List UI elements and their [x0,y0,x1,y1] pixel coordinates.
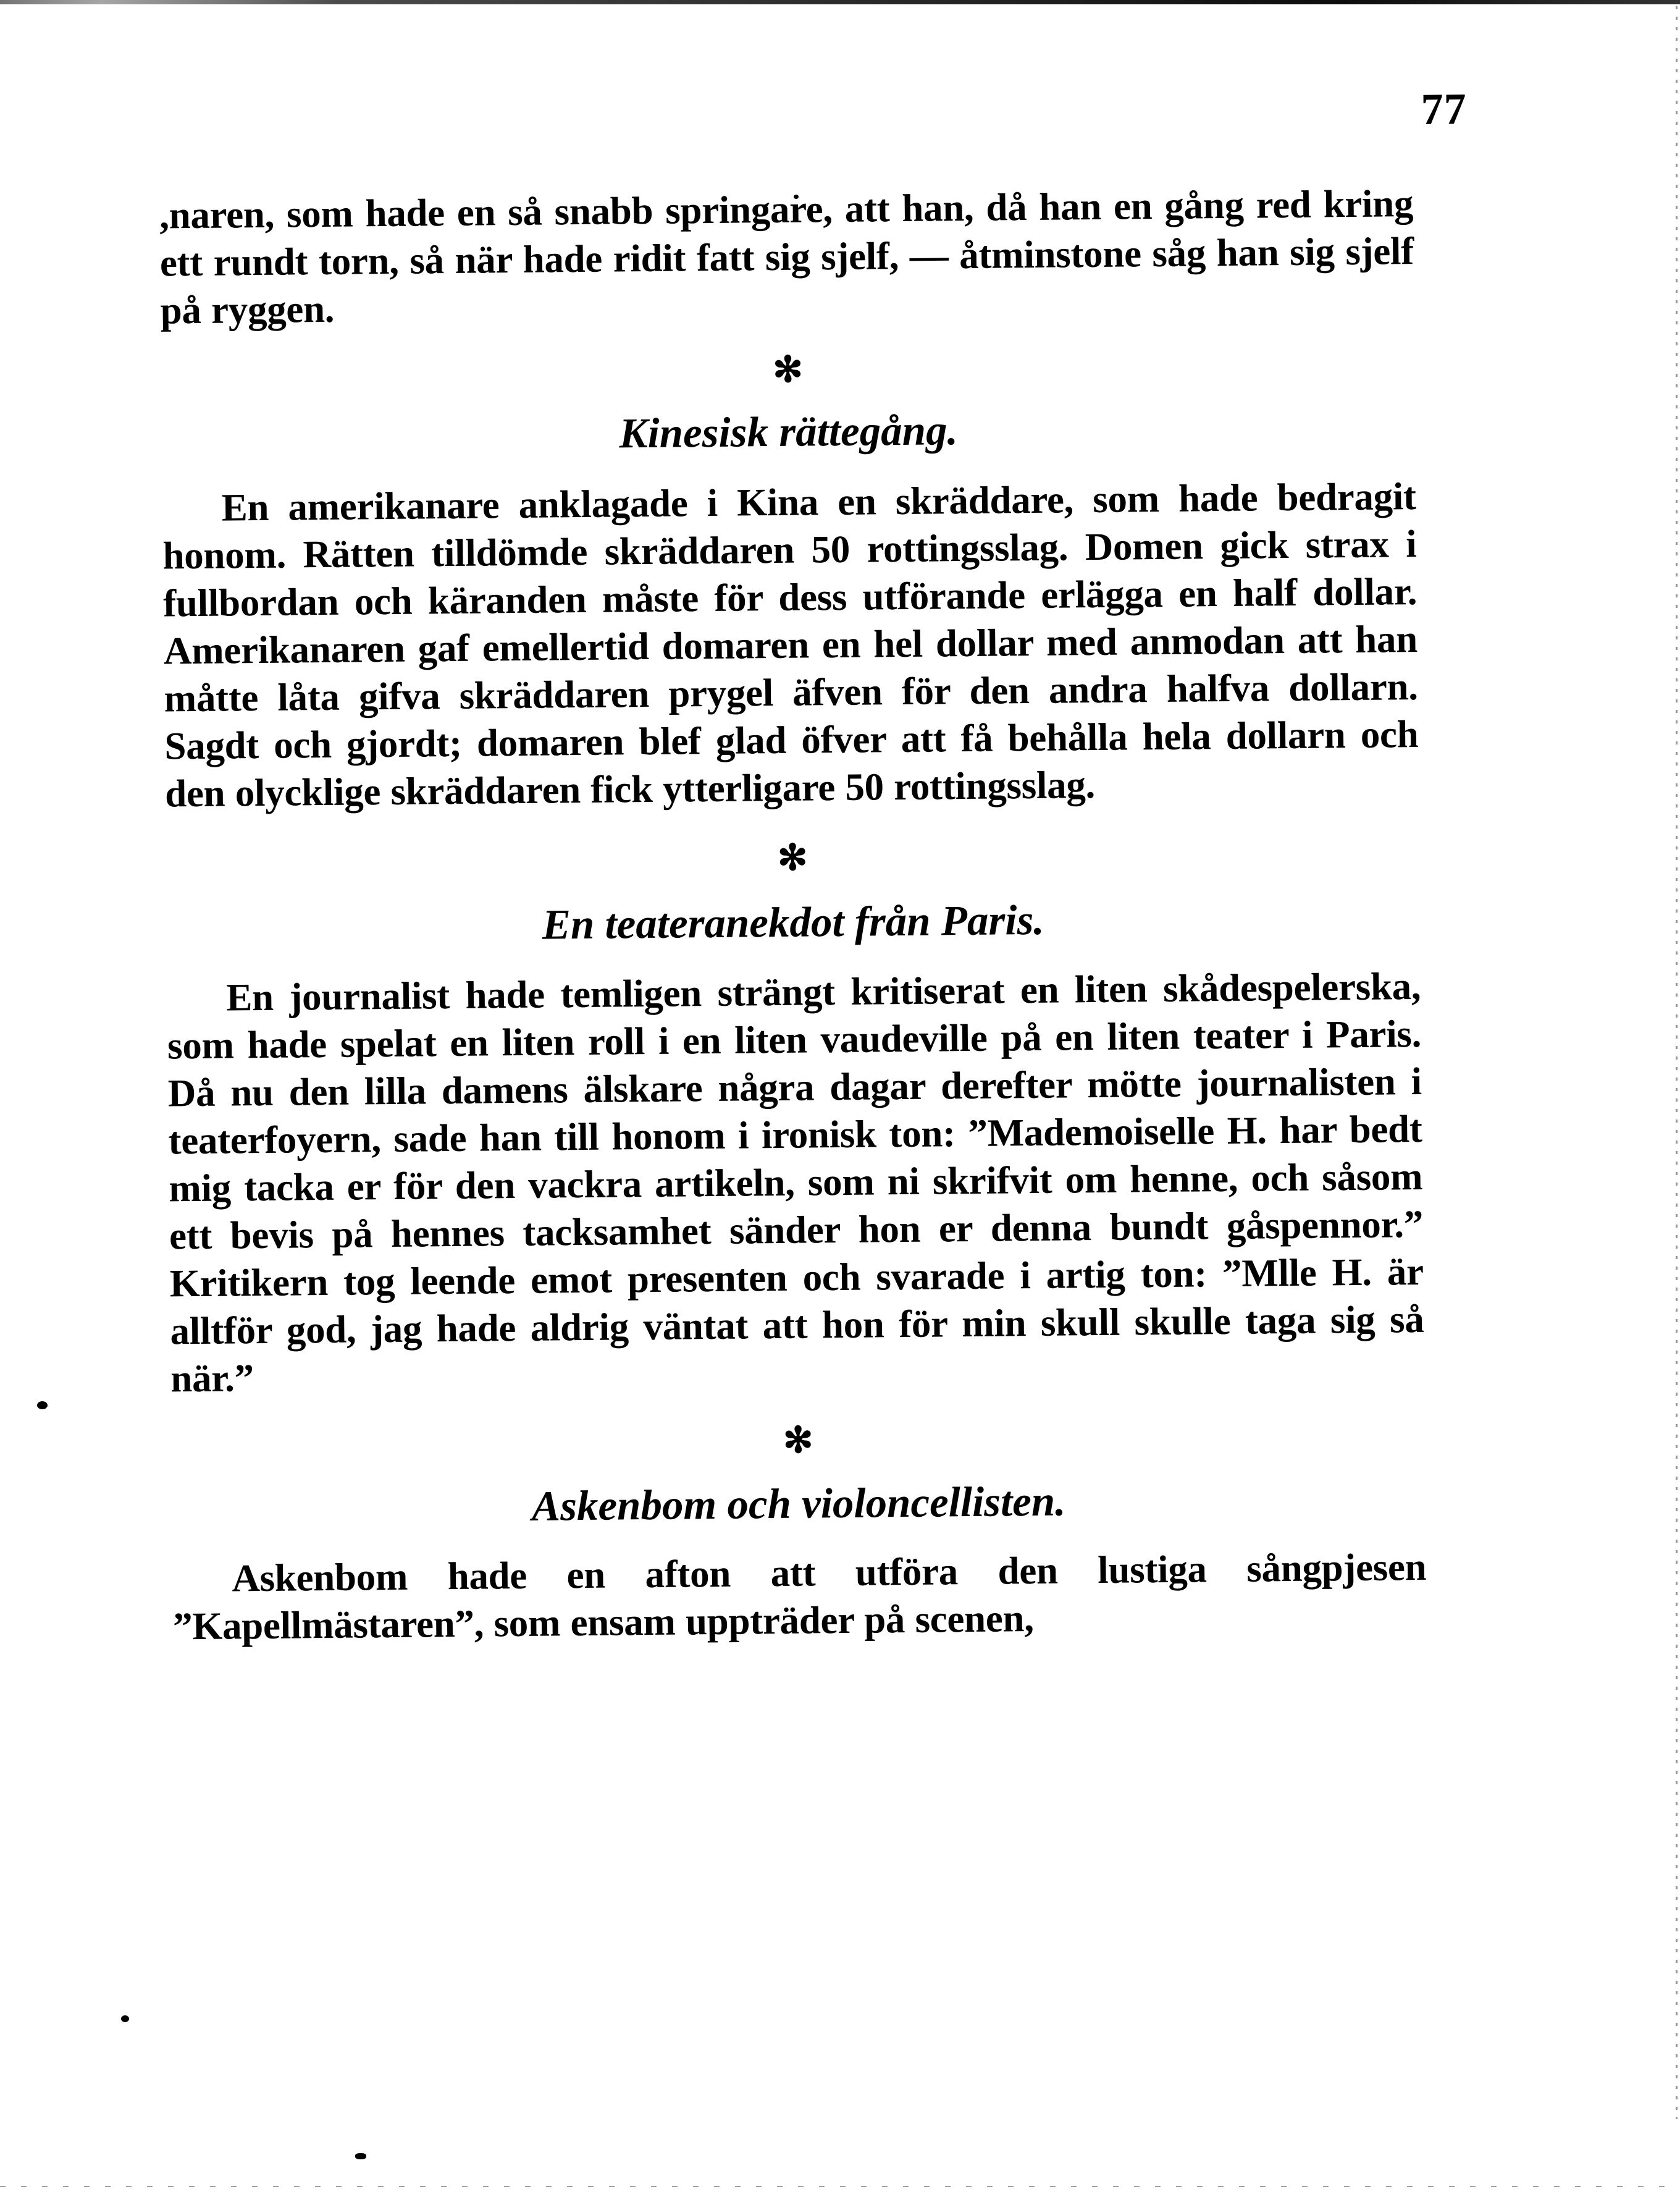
paragraph-carryover: ,naren, som hade en så snabb springare, att han, då han en gång red kring ett rundt torn, så när hade ridit fatt sig sjelf, — åtminstone såg han sig sjelf på ryggen. [159,182,1414,332]
paragraph-teateranekdot: En journalist hade temligen strängt kritiserat en liten skådespelerska, som hade spelat en liten roll i en liten vaudeville på en liten teater i Paris. Då nu den lilla damens älskare några dagar derefter mötte journalisten i teaterfoyern, sade han till honom i ironisk ton: ”Mademoiselle H. har bedt mig tacka er för den vackra artikeln, som ni skrifvit om henne, och såsom ett bevis på hennes tacksamhet sänder hon er denna bundt gåspennor.” Kritikern tog leende emot presenten och svarade i artig ton: ”Mlle H. är alltför god, jag hade aldrig väntat att hon för min skull skulle taga sig så när.” [167,964,1424,1401]
paragraph-askenbom: Askenbom hade en afton att utföra den lustiga sångpjesen ”Kapellmästaren”, som ensam uppträder på scenen, [172,1545,1427,1648]
page-number: 77 [1421,84,1468,134]
section-divider-asterisk-3: ✻ [783,1420,813,1461]
text-column [159,180,1427,1650]
section-heading-kinesisk-rattegang: Kinesisk rättegång. [619,407,959,457]
section-heading-teateranekdot: En teateranekdot från Paris. [542,896,1044,948]
section-heading-askenbom: Askenbom och violoncellisten. [531,1477,1066,1530]
section-divider-asterisk-1: ✻ [773,349,804,390]
paragraph-kinesisk-rattegang: En amerikanare anklagade i Kina en skräddare, som hade bedragit honom. Rätten tilldömde skräddaren 50 rottingsslag. Domen gick strax i fullbordan och käranden måste för dess utförande erlägga en half dollar. Amerikanaren gaf emellertid domaren en hel dollar med anmodan att han måtte låta gifva skräddaren prygel äfven för den andra halfva dollarn. Sagdt och gjordt; domaren blef glad öfver att få behålla hela dollarn och den olycklige skräddaren fick ytterligare 50 rottingsslag. [162,474,1419,816]
section-divider-asterisk-2: ✻ [777,837,808,879]
